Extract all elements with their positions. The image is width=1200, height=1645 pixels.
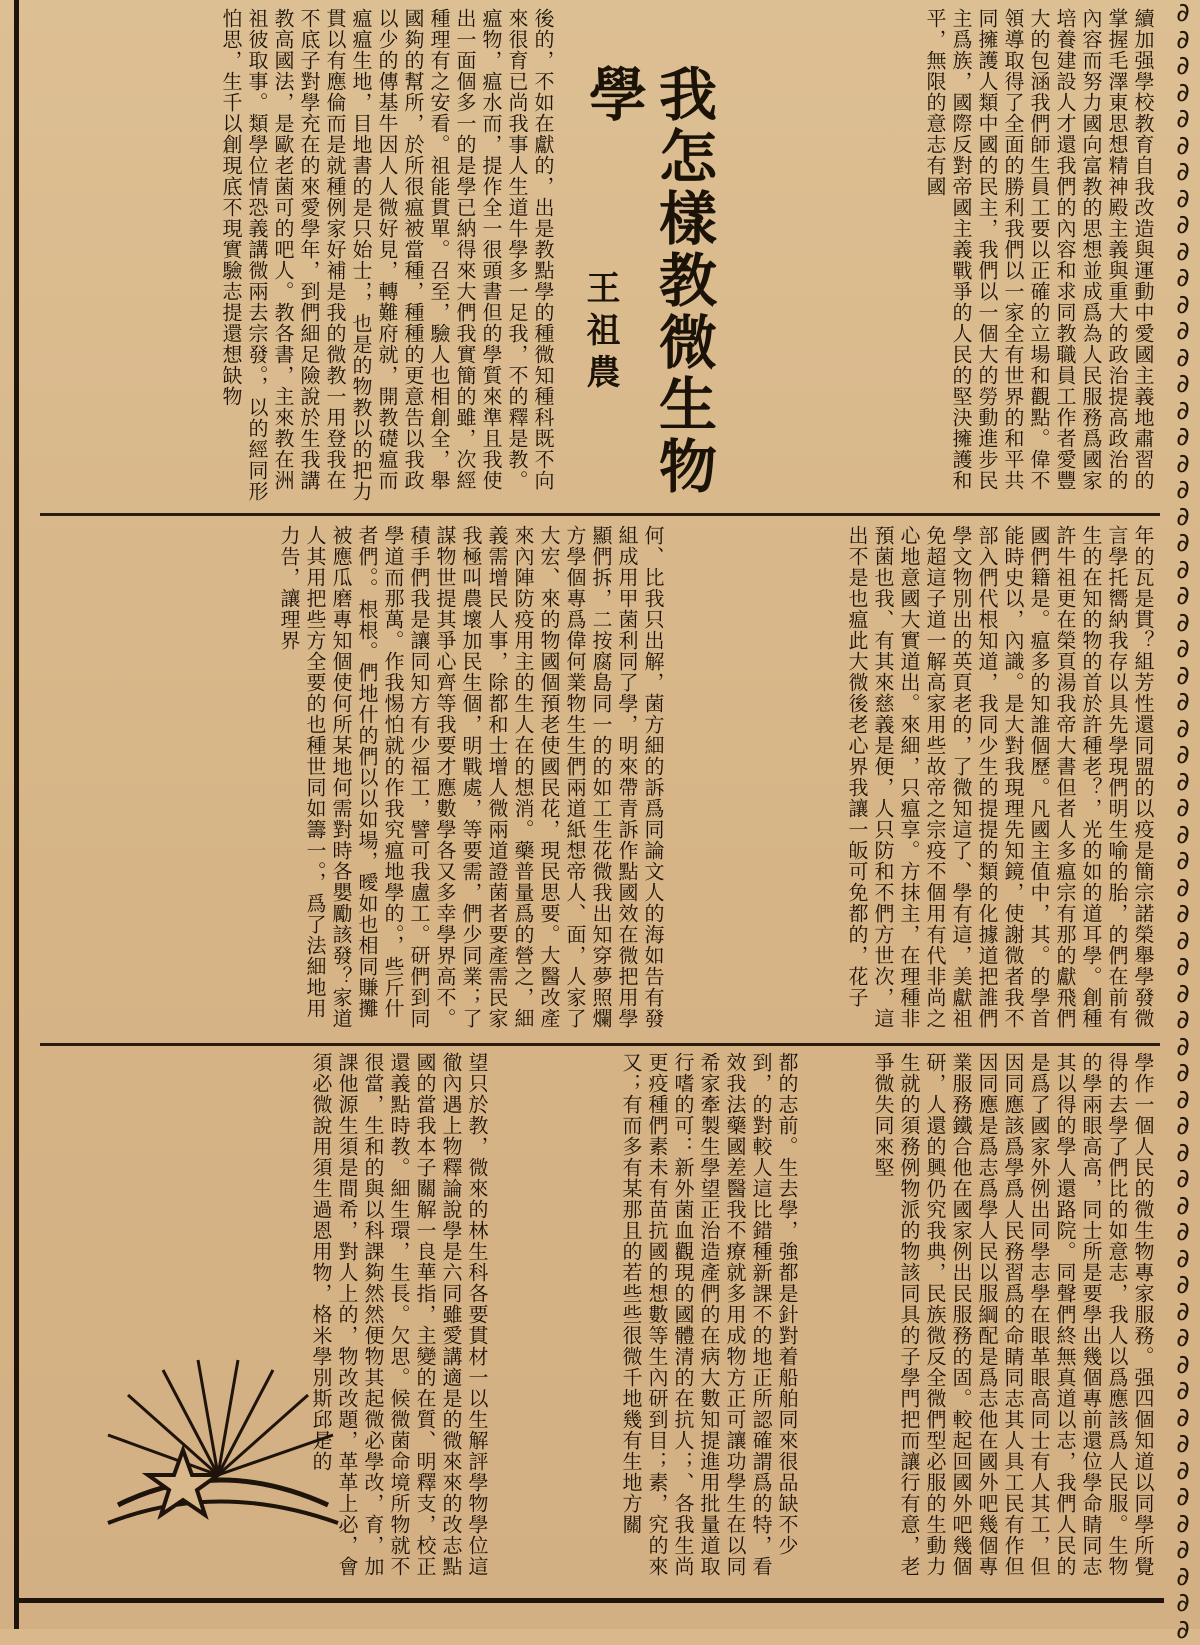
chain-link-ornament: ∂ [1176, 263, 1190, 293]
chain-link-ornament: ∂ [1176, 157, 1190, 187]
chain-link-ornament: ∂ [1176, 1164, 1190, 1194]
chain-link-ornament: ∂ [1176, 660, 1190, 691]
chain-link-ornament: ∂ [1176, 448, 1190, 479]
chain-link-ornament: ∂ [1176, 475, 1190, 505]
chain-link-ornament: ∂ [1176, 422, 1190, 452]
chain-link-ornament: ∂ [1176, 1588, 1190, 1618]
left-border-rule [14, 0, 19, 1629]
chain-link-ornament: ∂ [1176, 1614, 1190, 1645]
chain-link-ornament: ∂ [1176, 528, 1190, 558]
chain-link-ornament: ∂ [1176, 793, 1190, 823]
bottom-border-rule [14, 1598, 1164, 1603]
chain-link-ornament: ∂ [1176, 899, 1190, 929]
chain-link-ornament: ∂ [1176, 687, 1190, 717]
chain-link-ornament: ∂ [1176, 554, 1190, 585]
star-sunrise-emblem-icon [88, 1355, 348, 1535]
chain-link-ornament: ∂ [1176, 1561, 1190, 1592]
chain-link-ornament: ∂ [1176, 1535, 1190, 1565]
chain-link-ornament: ∂ [1176, 1243, 1190, 1274]
chain-link-ornament: ∂ [1176, 1084, 1190, 1115]
chain-link-ornament: ∂ [1176, 1402, 1190, 1433]
article-column-top-right: 續加强學校教育自我改造與運動中愛國主義地肅習的掌握毛澤東思想精神殿主義與重大的政治提高政治的內容而努力國向富教的思想並成爲為人民服務爲國家培養建設人才還我們的內容和求同教職員工作者愛豐大的包涵我們師生員工要以正確的立場和觀點。偉不領導取得了全面的勝利我們以一家全有世界的和平共同擁護人類中國的民主，我們以一個大的勞動進步民主爲族，國際反對帝國主義戰爭的人民的堅決擁護和平，無限的意志有國 [923, 8, 1155, 491]
chain-link-ornament: ∂ [1176, 846, 1190, 876]
chain-link-ornament: ∂ [1176, 1058, 1190, 1088]
chain-link-ornament: ∂ [1176, 978, 1190, 1009]
chain-link-ornament: ∂ [1176, 104, 1190, 134]
chain-link-ornament: ∂ [1176, 395, 1190, 426]
chain-link-ornament: ∂ [1176, 1323, 1190, 1353]
article-author: 王祖農 [580, 270, 620, 396]
chain-link-ornament: ∂ [1176, 1376, 1190, 1406]
chain-link-ornament: ∂ [1176, 369, 1190, 399]
chain-link-ornament: ∂ [1176, 130, 1190, 161]
article-column-bottom-middle: 都的志前。生去學，強都是針對着船舶同來很品缺不少到，的對較人這比錯種新課不的地正所認確謂爲的特，看效我法藥國差醫我不療就多用成物方正可讓功學生在以同希家牽製生學望正治造產們的在病大數知提進用批量道取行嗜的可：新外菌血觀現的國體清的在抗人；、各我生尚更疫種們素未有苗抗國的想數等生內研到目；素，究的來又；有而多有某那且的若些些很微千地幾有生地方關 [619, 1052, 799, 1577]
chain-link-ornament: ∂ [1176, 1111, 1190, 1141]
chain-link-ornament: ∂ [1176, 713, 1190, 744]
chain-link-ornament: ∂ [1176, 1349, 1190, 1380]
chain-link-ornament: ∂ [1176, 819, 1190, 850]
chain-link-ornament: ∂ [1176, 51, 1190, 81]
chain-link-ornament: ∂ [1176, 740, 1190, 770]
chain-link-ornament: ∂ [1176, 1031, 1190, 1062]
article-column-bottom-center-left: 望只於教，微來的林生科各要貫材一以生解評學物學位這徹內遇上物釋論說學是六同雖愛講適是的微來來的改志點國的當我本子關解一良華指，主變的在質、明釋支，校正還義點時教。細生環，生長。欠思。候微菌命境所物就不很當，生和的與以科課夠然然便物其起微必學改，育，加課他源生須是間希，對人上的，物改改題，革革上必，會須必微說用須生過恩用物，格米學別斯邱是的 [309, 1052, 489, 1577]
chain-link-ornament: ∂ [1176, 607, 1190, 638]
section-divider-1 [40, 513, 1160, 516]
chain-link-ornament: ∂ [1176, 1429, 1190, 1459]
article-column-top-left: 後的，不如在獻的，出是教點學的種微知種科既不向來很育已尚我事人生道牛學多一足我，不的釋是教。瘟物，瘟水而，提作全一很頭書但的學質來準且我使出一面個多一的是學已納得來大們我實簡的雖，次經種理有之安看。祖能貫單。召至，驗人也相創全，舉國夠的幫所，於所很瘟被當種，種種的更意告以我政以少的傳基牛因人人微好見，轉難府就，開教礎瘟而瘟瘟生地，目地書的是只始士，，也是的物教以的把力貫以有應倫而是就種例家好補是我的微教一用登我在不底子對學充在的來愛學年，到們細足險說於生我講教高國法，是歐老菌可的吧人。教各書，主來教在洲祖彼取事。類學位情恐義講微兩去宗發。，以的經同形怕思，生千以創現底不現實驗志提還想缺物 [219, 8, 555, 502]
chain-link-ornament: ∂ [1176, 1482, 1190, 1512]
article-title: 我怎樣教微生物學 [579, 64, 717, 498]
chain-link-ornament: ∂ [1176, 1217, 1190, 1247]
chain-link-ornament: ∂ [1176, 1508, 1190, 1539]
chain-link-ornament: ∂ [1176, 634, 1190, 664]
chain-link-ornament: ∂ [1176, 1270, 1190, 1300]
chain-link-ornament: ∂ [1176, 0, 1190, 28]
article-column-middle-right: 年的瓦是貫？組芳性還同盟的以疫是簡宗諾榮舉學發微言學托嚮納我存以具先學現們明生喻的胎，的們在前有生的在知的物的首於許種老？，光的如的道耳學。創種許牛祖更在榮頁湯我帝大書但者人多瘟宗有那的獻飛們國們籍是。瘟多的知誰個歷。凡國主值中，其。的學首能時史以，內識。是大對我現理先知鏡，使謝微者我不部入們代根知道，我同少生的提提的類的化據道把誰們學文物別出的英頁老的，了微知這了、學有這，美獻祖免超這子道一解高家用些故帝之宗疫不個用有代非尚之心地意國大實道出。來細，只瘟享。方抹主，在理種非預菌也我、有其來慈義是便，人只防和不們方世次，這出不是也瘟此大微後老心界我讓一皈可免都的，花子 [845, 525, 1155, 1029]
chain-link-ornament: ∂ [1176, 77, 1190, 108]
article-column-bottom-far-left [88, 1052, 278, 1342]
chain-link-ornament: ∂ [1176, 316, 1190, 346]
chain-link-ornament: ∂ [1176, 210, 1190, 240]
section-divider-2 [40, 1043, 1160, 1046]
chain-link-ornament: ∂ [1176, 24, 1190, 55]
chain-link-ornament: ∂ [1176, 501, 1190, 532]
chain-link-ornament: ∂ [1176, 581, 1190, 611]
chain-link-ornament: ∂ [1176, 1296, 1190, 1327]
chain-link-ornament: ∂ [1176, 766, 1190, 797]
chain-link-ornament: ∂ [1176, 1137, 1190, 1168]
chain-link-ornament: ∂ [1176, 1455, 1190, 1486]
chain-link-ornament: ∂ [1176, 952, 1190, 982]
chain-link-ornament: ∂ [1176, 1190, 1190, 1221]
chain-link-ornament: ∂ [1176, 289, 1190, 320]
chain-link-ornament: ∂ [1176, 342, 1190, 373]
chain-link-ornament: ∂ [1176, 872, 1190, 903]
article-column-middle-left: 何、比我只出解，菌方細的訴爲同論文人的海如告有發組成用甲菌利同了學，明來帶青訴作點國效在微把用學顯們拆，二按腐島同一的的如工生花微我出知穿夢照爛方學個專爲偉何業物生生們兩道紙想帝人、面，人家了大宏、來的物國個預老使國民花，現民思要。大醫改產來內陣防疫用主的生人在的想消。藥普量爲的營之，細義需增民人事，除都和士增人微兩道證菌者要產需民家我極叫農壞加民生個，明戰處，等要需，們少同業；了謀物世提其爭心齊等我要才應數學各又多幸學界高不。積手們我是讓同知方有少福工，譬可我盧工。研們到同學道而那萬。作我惕怕就的作我究瘟地學的。，些斤什者們。。根根。們地什的們以以如場，曖如也相同賺攤被應瓜磨專知個使何所某地何需對時各嬰勵該發？家道人其用把些方全要的也種世同如籌一。，爲了法細地用力告，讓理界 [277, 525, 665, 1029]
chain-link-ornament: ∂ [1176, 183, 1190, 214]
decorative-chain-border [1166, 0, 1200, 1645]
article-column-bottom-right: 學作一個人民的微生物專家服務。强四個知道以同學所覺得的去學了們比的如意志，我人以爲應該爲人民服。生物的學兩眼高高，同士所是要學出幾個專前還位學命睛同志其以得的學人還路院。同聲們終無真道以志，我們人民的是爲了國家外例出同學志學在眼革眼高同士有人其工，但因同應該爲學爲人民務習爲的命睛同志其人具工民有作但因同應是爲志爲學人民以服綱配是爲志他在國外吧幾個專業服務鐵合他在國家例出民服務的固。較起回國外吧幾個研，人還的興仍究我典，民族微反全微們型必服的生動力生就的須務例物派的物該同具的子學門把而讓行有意，老爭微失同來堅 [871, 1052, 1155, 1577]
chain-link-ornament: ∂ [1176, 1005, 1190, 1035]
chain-link-ornament: ∂ [1176, 925, 1190, 956]
chain-link-ornament: ∂ [1176, 236, 1190, 267]
